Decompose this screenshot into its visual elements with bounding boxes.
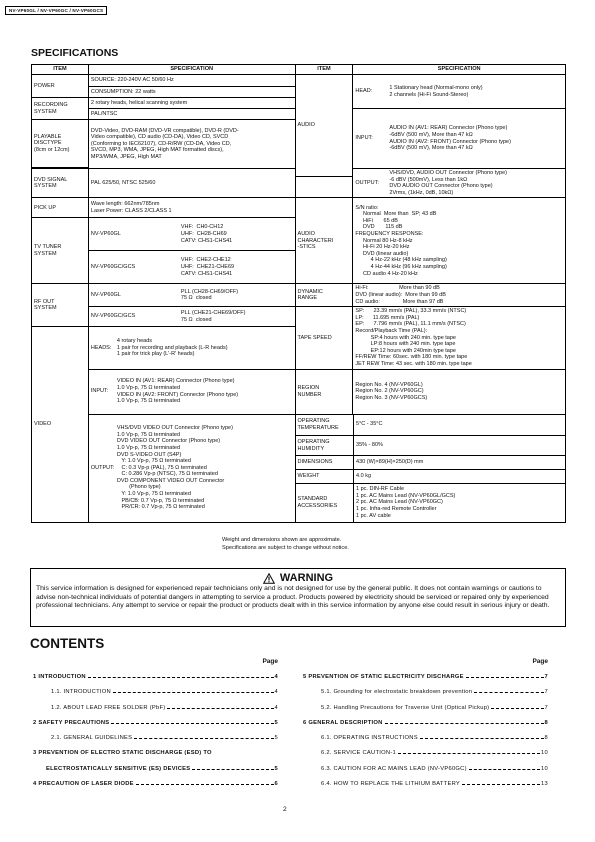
text-line: Hi-Fi: More than 90 dB [355,285,440,292]
toc-entry-title: 6.4. HOW TO REPLACE THE LITHIUM BATTERY [321,781,461,788]
text-line: CD audio: More than 97 dB [355,298,444,305]
text-line: HiFi 65 dB [355,217,398,224]
text-line: C: 0.286 Vp-p (NTSC), 75 Ω terminated [116,471,218,478]
toc-entry-title: ELECTROSTATICALLY SENSITIVE (ES) DEVICES [46,765,191,772]
text-line: DVD AUDIO OUT Connector (Phono type) [389,183,493,190]
toc-leader [113,692,274,693]
text-line: DYNAMIC [297,288,323,295]
text-line: 2 pc. AC Mains Lead (NV-VP60GC) [356,499,443,506]
video-input-label: INPUT: [90,388,109,395]
playable-lines [88,120,295,169]
toc-entry-page: 5 [274,735,278,742]
toc-leader [420,738,544,739]
text-line: S/N ratio: [355,204,379,211]
text-line: FREQUENCY RESPONSE: [355,230,424,237]
tuner-gc-lines [181,257,293,277]
op-temp-value: 5°C - 35°C [354,415,565,436]
note-change: Specifications are subject to change without notice. [222,545,349,552]
video-input-lines [117,378,293,404]
text-line: Region No. 2 (NV-VP60GC) [355,388,424,395]
region-lines [353,369,566,414]
weight-label: WEIGHT [296,470,354,484]
rfout-gl-cell [88,284,295,307]
toc-leader [88,677,274,678]
header-spec: SPECIFICATION [88,65,295,75]
specifications-title: SPECIFICATIONS [31,47,119,59]
text-line: 1.0 Vp-p, 75 Ω terminated [116,398,181,405]
toc-entry[interactable] [33,735,278,750]
text-line: Record/Playback Time (PAL): [355,327,428,334]
text-line: DVD (linear audio): More than 99 dB [355,291,446,298]
text-line: 4 rotary heads [116,337,153,344]
tape-speed-lines [353,307,566,369]
text-line: PLL (CHE21-CHE69/OFF) [180,310,246,317]
text-line: DVD S-VIDEO OUT (S4P) [116,451,182,458]
text-line: AUDIO [297,230,315,237]
contents-title: CONTENTS [30,636,105,651]
op-hum-value: 35% - 80% [354,436,565,456]
op-hum-label [296,436,354,456]
power-source: SOURCE: 220-240V AC 50/60 Hz [88,75,295,87]
text-line: 1 pc. AV cable [356,512,391,519]
warning-title: WARNING [279,572,334,584]
toc-page-header-right: Page [532,658,548,665]
toc-left-column [33,658,278,796]
toc-entry-page: 5 [274,719,278,726]
text-line: Hi-Fi 20 Hz-20 kHz [355,244,410,251]
text-line: Region No. 4 (NV-VP60GL) [355,381,423,388]
text-line: EP:12 hours with 240min type tape [355,347,456,354]
toc-leader [385,723,544,724]
audio-char-lines [353,198,566,284]
header-spec-right: SPECIFICATION [353,65,566,75]
toc-leader [474,692,543,693]
right-lower-block [295,414,565,522]
text-line: DVD COMPONENT VIDEO OUT Connector [116,477,225,484]
toc-entry-title: 6 GENERAL DESCRIPTION [303,719,383,726]
text-line: VHS/DVD, AUDIO OUT Connector (Phono type) [389,170,507,176]
toc-entry[interactable] [33,720,278,735]
rfout-gc-lines [181,310,293,323]
playable-label [32,120,89,168]
toc-entry-title: 5.2. Handling Precautions for Traverse Unit (Optical Pickup) [321,704,490,711]
toc-entry-title: 6.1. OPERATING INSTRUCTIONS [321,735,418,742]
text-line: 4 Hz-22 kHz (48 kHz sampling) [355,257,447,264]
text-line: VHS/DVD VIDEO OUT Connector (Phono type) [116,425,233,432]
toc-leader [167,708,273,709]
text-line: UHF: CH28-CH69 [180,231,227,238]
toc-entry[interactable] [303,781,548,796]
text-line: DVD-Video, DVD-RAM (DVD-VR compatible), DVD-R (DVD- [90,127,239,134]
toc-entry[interactable] [33,705,278,720]
text-line: SYSTEM [34,250,57,257]
text-line: Laser Power: CLASS 2/CLASS 1 [90,207,172,214]
dimensions-label: DIMENSIONS [296,456,354,470]
rfout-gl-model: NV-VP60GL [90,291,121,298]
text-line: CHARACTERI [297,237,334,244]
text-line: EP: 7.796 mm/s (PAL), 11.1 mm/s (NTSC) [355,321,466,328]
text-line: HUMIDITY [297,445,325,452]
text-line: 1.0 Vp-p, 75 Ω terminated [116,444,181,451]
toc-leader [398,753,540,754]
tuner-gl-cell [88,218,295,251]
pickup-label: PICK UP [32,198,89,218]
text-line: PB/CB: 0.7 Vp-p, 75 Ω terminated [116,497,205,504]
dynamic-lines [353,284,566,307]
header-item: ITEM [32,65,89,75]
text-line: 75 Ω closed [180,295,212,302]
toc-entry-title: 5 PREVENTION OF STATIC ELECTRICITY DISCHARGE [303,674,464,680]
text-line: NUMBER [297,391,322,398]
text-line: -STICS [297,244,316,251]
recording-line-2: PAL/NTSC [88,109,295,120]
power-label: POWER [32,75,89,98]
text-line: -6 dBV (500mV), Less than 1kΩ [389,176,468,183]
warning-box [30,568,566,627]
op-temp-label [296,415,354,436]
rfout-label [32,284,89,327]
text-line: AUDIO IN (AV1: REAR) Connector (Phono type) [389,125,508,132]
specifications-table [31,64,566,523]
toc-leader [469,769,540,770]
text-line: PR/CR: 0.7 Vp-p, 75 Ω terminated [116,504,205,511]
text-line: LP:8 hours with 240 min. type tape [355,341,456,348]
text-line: 1 pc. AC Mains Lead (NV-VP60GL/GCS) [356,492,456,499]
video-label: VIDEO [32,327,89,522]
rfout-gc-cell [88,307,295,327]
recording-line-1: 2 rotary heads, helical scanning system [88,98,295,109]
video-output-cell [88,414,295,522]
text-line: Video compatible), CD audio (CD-DA), Video CD, SVCD [90,134,229,141]
audio-output-lines [389,170,563,196]
audio-output-cell [353,169,566,198]
audio-head-label: HEAD: [355,88,373,95]
text-line: JET REW Time: 43 sec. with 180 min. type tape [355,360,472,367]
dvd-signal-value: PAL 625/50, NTSC 525/60 [88,169,295,198]
toc-entry[interactable] [303,720,548,735]
text-line: DVD VIDEO OUT Connector (Phono type) [116,438,221,445]
text-line: 1 pair for recording and playback (L-R heads) [116,344,228,351]
rfout-gl-lines [181,289,293,302]
text-line: DISCTYPE [34,140,62,147]
text-line: C: 0.3 Vp-p (PAL), 75 Ω terminated [116,464,207,471]
text-line: PLL (CH28-CH69/OFF) [180,288,239,295]
toc-leader [466,677,544,678]
toc-entry-title: 1.2. ABOUT LEAD FREE SOLDER (PbF) [51,704,166,711]
text-line: CATV: CHS1-CHS41 [180,237,233,244]
text-line: RANGE [297,295,318,302]
dvd-signal-label [32,169,89,198]
text-line: Normal More than SP; 43 dB [355,211,437,218]
audio-char-label [295,198,353,284]
text-line: STANDARD [297,496,328,503]
text-line: UHF: CHE21-CHE69 [180,264,235,271]
toc-entry-page: 6 [274,781,278,788]
text-line: TV TUNER [34,244,62,251]
text-line: RF OUT [34,298,55,305]
toc-leader [192,769,273,770]
text-line: LP: 11.695 mm/s (PAL) [355,314,420,321]
text-line: (Phono type) [116,484,161,491]
audio-output-label: OUTPUT: [355,179,379,186]
text-line: DVD (linear audio) [355,250,409,257]
text-line: OPERATING [297,418,330,425]
text-line: AUDIO IN (AV2: FRONT) Connector (Phono type) [389,138,511,145]
text-line: 1.0 Vp-p, 75 Ω terminated [116,384,181,391]
text-line: 1 pc. Infra-red Remote Controller [356,506,437,513]
power-consumption: CONSUMPTION: 22 watts [88,87,295,98]
text-line: Wave length: 662nm/785nm [90,201,160,208]
warning-triangle-icon [263,573,275,584]
text-line: Region No. 3 (NV-VP60GCS) [355,394,428,401]
page-number: 2 [283,806,287,813]
audio-input-cell [353,109,566,169]
header-item-right: ITEM [295,65,353,75]
text-line: VHF: CHE2-CHE12 [180,257,231,264]
text-line: Y: 1.0 Vp-p, 75 Ω terminated [116,458,191,465]
weight-value: 4.0 kg [354,470,565,484]
toc-leader [134,738,273,739]
toc-entry-page: 4 [274,689,278,696]
toc-right-list [303,674,548,796]
text-line: 2 channels (Hi-Fi Sound-Stereo) [389,91,469,98]
text-line: MP3/WMA, JPEG, High MAT [90,153,162,160]
toc-entry[interactable] [303,674,548,689]
text-line: 1 Stationary head (Normal-mono only) [389,84,483,91]
video-input-cell [88,369,295,414]
toc-entry[interactable] [33,750,278,765]
toc-left-list [33,674,278,796]
text-line: REGION [297,384,320,391]
tuner-gc-cell [88,251,295,284]
toc-leader [462,784,540,785]
toc-entry-page: 5 [274,765,278,772]
text-line: ACCESSORIES [297,502,338,509]
text-line: -6dBV (500 mV), More than 47 kΩ [389,145,473,152]
text-line: SYSTEM [34,183,57,190]
video-heads-lines [117,338,293,358]
toc-entry-title: 6.3. CAUTION FOR AC MAINS LEAD (NV-VP60GC) [321,765,467,772]
text-line: 1 pair for trick play (L'-R' heads) [116,351,195,358]
note-weight: Weight and dimensions shown are approximate. [222,537,342,543]
pickup-lines [88,198,295,218]
toc-entry[interactable] [303,735,548,750]
text-line: Y: 1.0 Vp-p, 75 Ω terminated [116,491,191,498]
text-line: 4 Hz-44 kHz (96 kHz sampling) [355,263,447,270]
toc-entry-title: 1.1. INTRODUCTION [51,689,111,696]
video-heads-label: HEADS: [90,344,112,351]
text-line: DVD 115 dB [355,224,403,231]
toc-entry[interactable] [303,750,548,765]
toc-entry-title: 4 PRECAUTION OF LASER DIODE [33,781,134,788]
dynamic-label [295,284,353,307]
tuner-gl-lines [181,224,293,244]
toc-leader [136,784,274,785]
toc-entry-page: 10 [541,765,548,772]
toc-entry-page: 8 [544,735,548,742]
audio-head-lines [389,85,563,98]
text-line: VHF: CH0-CH12 [180,224,224,231]
tuner-label [32,218,89,284]
tuner-gc-model: NV-VP60GC/GCS [90,264,136,271]
text-line: 2Vrms, (1kHz, 0dB, 10kΩ) [389,189,454,196]
recording-label [32,98,89,120]
accessories-lines [354,484,565,522]
toc-leader [111,723,273,724]
warning-heading [31,572,565,584]
toc-entry[interactable] [303,766,548,781]
text-line: Normal 80 Hz-8 kHz [355,237,413,244]
text-line: VIDEO IN (AV1: REAR) Connector (Phono type) [116,378,235,385]
spec-notes [222,536,349,552]
text-line: SYSTEM [34,305,57,312]
toc-entry-title: 6.2. SERVICE CAUTION-1 [321,750,396,757]
toc-entry-page: 8 [544,719,548,726]
accessories-label [296,484,354,522]
toc-entry-title: 2.1. GENERAL GUIDELINES [51,735,133,742]
toc-entry[interactable] [33,781,278,796]
text-line: 1.0 Vp-p, 75 Ω terminated [116,431,181,438]
text-line: (Conforming to IEC62107), CD-R/RW (CD-DA, Video CD, [90,140,232,147]
toc-entry-page: 7 [544,704,548,711]
text-line: CD audio 4 Hz-20 kHz [355,270,418,277]
toc-entry-title: 2 SAFETY PRECAUTIONS [33,719,110,726]
toc-entry[interactable] [33,674,278,689]
video-heads-cell [88,327,295,369]
warning-body: This service information is designed for experienced repair technicians only and is not designed for use by the general public. It does not contain warnings or cautions to advise non-technical individuals of potential dangers in attempting to service a product. Products powered by electricity should be serviced or repaired only by experienced professional technicians. Any attempt to service or repair the product or products dealt with in this service information by anyone else could result in serious injury or death. [36,585,550,610]
toc-entry-title: 1 INTRODUCTION [33,674,86,680]
text-line: VIDEO IN (AV2: FRONT) Connector (Phono type) [116,391,239,398]
toc-entry-page: 4 [274,704,278,711]
model-tag: NV-VP60GL / NV-VP60GC / NV-VP60GCS [5,6,107,15]
toc-entry-title: 3 PREVENTION OF ELECTRO STATIC DISCHARGE (ESD) TO [33,750,212,757]
toc-entry-page: 13 [541,781,548,788]
audio-head-cell [353,75,566,109]
toc-entry-page: 4 [274,674,278,680]
text-line: 75 Ω closed [180,316,212,323]
text-line: SYSTEM [34,108,57,115]
region-label [295,369,353,414]
text-line: TEMPERATURE [297,424,339,431]
toc-page-header-left: Page [262,658,278,665]
toc-entry-title: 5.1. Grounding for electrostatic breakdown prevention [321,689,473,696]
text-line: CATV: CHS1-CHS41 [180,270,233,277]
tape-speed-label: TAPE SPEED [295,307,353,369]
toc-entry[interactable] [303,705,548,720]
audio-input-lines [389,125,563,151]
audio-input-label: INPUT: [355,135,373,142]
text-line: SP:4 hours with 240 min. type tape [355,334,456,341]
text-line: -6dBV (500 mV), More than 47 kΩ [389,131,473,138]
text-line: SVCD, MP3, WMA, JPEG, High MAT formatted discs), [90,147,224,154]
toc-entry-page: 7 [544,689,548,696]
video-output-lines [117,425,293,511]
text-line: DVD SIGNAL [34,176,68,183]
toc-entry[interactable] [33,766,278,781]
rfout-gc-model: NV-VP60GC/GCS [90,313,136,320]
video-output-label: OUTPUT: [90,464,115,471]
toc-entry-page: 10 [541,750,548,757]
table-header-row [32,65,566,75]
text-line: 1 pc. DIN-RF Cable [356,486,405,493]
toc-entry[interactable] [303,689,548,704]
toc-leader [491,708,543,709]
text-line: SP: 23.39 mm/s (PAL), 33.3 mm/s (NTSC) [355,308,467,315]
text-line: (8cm or 12cm) [34,146,70,153]
text-line: PLAYABLE [34,133,62,140]
dimensions-value: 430 (W)×89(H)×250(D) mm [354,456,565,470]
text-line: RECORDING [34,101,68,108]
text-line: FF/REW Time: 60sec. with 180 min. type tape [355,354,468,361]
toc-entry-page: 7 [544,674,548,680]
text-line: OPERATING [297,438,330,445]
toc-right-column [303,658,548,796]
audio-label: AUDIO [295,75,353,177]
toc-entry[interactable] [33,689,278,704]
tuner-gl-model: NV-VP60GL [90,231,121,238]
